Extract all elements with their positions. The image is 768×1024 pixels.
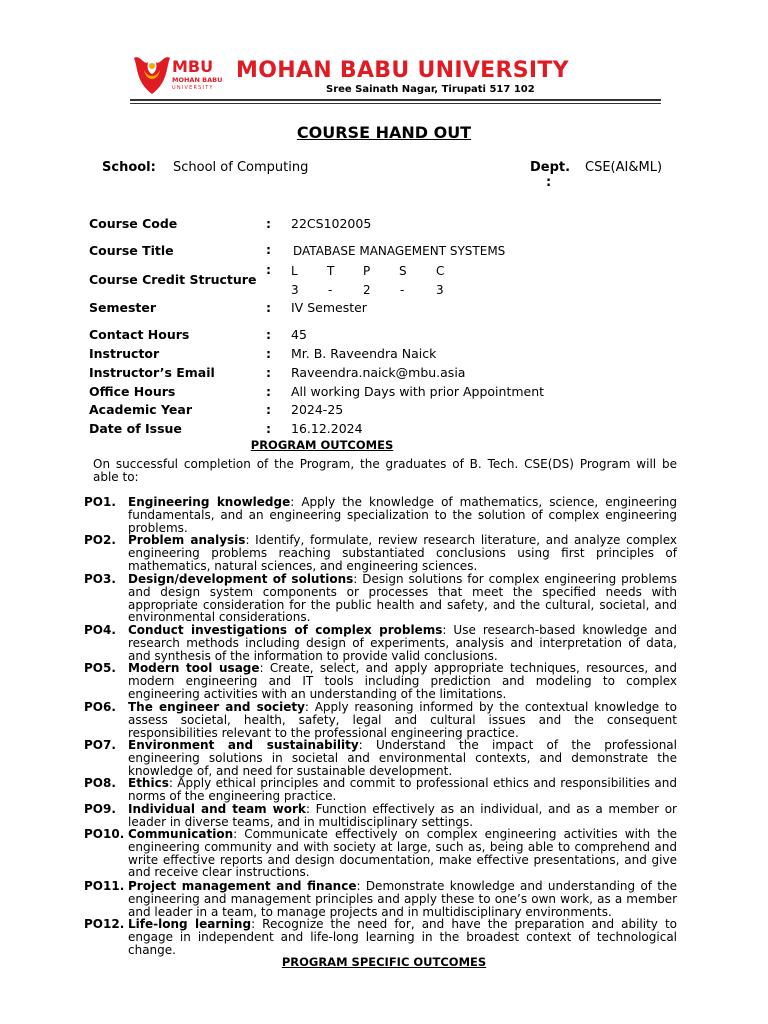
po-number: PO10.	[84, 827, 125, 841]
info-colon: :	[266, 242, 271, 257]
dept-label: Dept.	[530, 160, 571, 175]
header-rule-thin	[130, 103, 661, 104]
credit-header-s: S	[399, 264, 407, 278]
po-title: Design/development of solutions	[128, 572, 354, 586]
document-title: COURSE HAND OUT	[296, 123, 472, 142]
po-number: PO6.	[84, 700, 116, 714]
po-description: : Design solutions for complex engineering problems and design system components or processes that meet the specified needs with appropriate consideration for the public health and safety, and the cultural, societal, and environmental considerations.	[128, 572, 677, 625]
po-title: Engineering knowledge	[128, 495, 291, 509]
logo-subtext: MOHAN BABU	[172, 76, 223, 84]
semester-value: IV Semester	[291, 300, 367, 315]
po-number: PO11.	[84, 879, 125, 893]
logo-subtext-2: UNIVERSITY	[172, 85, 214, 91]
po-title: Modern tool usage	[128, 661, 260, 675]
po-title: Ethics	[128, 776, 169, 790]
po-number: PO7.	[84, 738, 116, 752]
po-description: : Create, select, and apply appropriate techniques, resources, and modern engineering and IT tools including prediction and modeling to complex engineering activities with an understanding of the limitations.	[128, 661, 677, 701]
program-specific-outcomes-heading: PROGRAM SPECIFIC OUTCOMES	[281, 955, 487, 969]
po-description: : Identify, formulate, review research literature, and analyze complex engineering problems reaching substantiated conclusions using first principles of mathematics, natural sciences, and engineering sciences.	[128, 533, 677, 573]
po-number: PO9.	[84, 802, 116, 816]
credit-header-t: T	[327, 264, 335, 278]
credit-value-t: -	[328, 283, 333, 297]
po-number: PO1.	[84, 495, 116, 509]
instructor-email-value: Raveendra.naick@mbu.asia	[291, 365, 466, 380]
po-description: : Function effectively as an individual, and as a member or leader in diverse teams, and in multidisciplinary settings.	[128, 802, 677, 829]
po-description: : Use research-based knowledge and research methods including design of experiments, analysis and interpretation of data, and synthesis of the information to provide valid conclusions.	[128, 623, 678, 663]
po-title: Project management and finance	[128, 879, 357, 893]
dept-value: CSE(AI&ML)	[585, 160, 663, 175]
info-colon: :	[266, 262, 271, 277]
course-title-label: Course Title	[89, 243, 174, 258]
po-title: Conduct investigations of complex problems	[128, 623, 443, 637]
info-colon: :	[266, 384, 271, 399]
instructor-value: Mr. B. Raveendra Naick	[291, 346, 437, 361]
credit-value-p: 2	[363, 283, 371, 297]
info-colon: :	[266, 346, 271, 361]
po-description: : Apply ethical principles and commit to professional ethics and responsibilities and norms of the engineering practice.	[128, 776, 677, 803]
academic-year-label: Academic Year	[89, 402, 192, 417]
semester-label: Semester	[89, 300, 157, 315]
credit-value-c: 3	[436, 283, 444, 297]
po-description: : Recognize the need for, and have the preparation and ability to engage in independent and life-long learning in the broadest context of technological change.	[128, 917, 677, 957]
credit-header-c: C	[436, 264, 445, 278]
po-number: PO4.	[84, 623, 116, 637]
po-number: PO8.	[84, 776, 116, 790]
po-description: : Apply reasoning informed by the contextual knowledge to assess societal, health, safety, legal and cultural issues and the consequent responsibilities relevant to the professional engineering practice.	[128, 700, 677, 740]
date-of-issue-label: Date of Issue	[89, 421, 182, 436]
office-hours-label: Office Hours	[89, 384, 176, 399]
date-of-issue-value: 16.12.2024	[291, 421, 363, 436]
header-rule	[130, 99, 661, 101]
po-title: Life-long learning	[128, 917, 252, 931]
po-number: PO2.	[84, 533, 116, 547]
info-colon: :	[266, 300, 271, 315]
course-code-value: 22CS102005	[291, 216, 372, 231]
dept-colon: :	[546, 175, 552, 190]
office-hours-value: All working Days with prior Appointment	[291, 384, 545, 399]
instructor-email-label: Instructor’s Email	[89, 365, 215, 380]
po-description: : Apply the knowledge of mathematics, science, engineering fundamentals, and an engineering specialization to the solution of complex engineering problems.	[128, 495, 678, 535]
po-title: The engineer and society	[128, 700, 305, 714]
po-description: : Communicate effectively on complex engineering activities with the engineering community and with society at large, such as, being able to comprehend and write effective reports and design documentation, make effective presentations, and give and receive clear instructions.	[128, 827, 677, 880]
po-title: Communication	[128, 827, 234, 841]
university-address: Sree Sainath Nagar, Tirupati 517 102	[326, 84, 535, 95]
info-colon: :	[266, 421, 271, 436]
instructor-label: Instructor	[89, 346, 160, 361]
po-title: Environment and sustainability	[128, 738, 359, 752]
info-colon: :	[266, 327, 271, 342]
course-title-value: DATABASE MANAGEMENT SYSTEMS	[293, 244, 506, 258]
po-number: PO5.	[84, 661, 116, 675]
school-value: School of Computing	[173, 160, 309, 175]
info-colon: :	[266, 402, 271, 417]
program-outcomes-intro: On successful completion of the Program, the graduates of B. Tech. CSE(DS) Program will be able to:	[93, 457, 677, 484]
school-label: School:	[102, 160, 156, 175]
credit-header-p: P	[363, 264, 371, 278]
po-description: : Demonstrate knowledge and understanding of the engineering and management principles and apply these to one’s own work, as a member and leader in a team, to manage projects and in multidisciplinary environments.	[128, 879, 677, 919]
po-description: : Understand the impact of the professional engineering solutions in societal and environmental contexts, and demonstrate the knowledge of, and need for sustainable development.	[128, 738, 677, 778]
contact-hours-label: Contact Hours	[89, 327, 190, 342]
course-code-label: Course Code	[89, 216, 178, 231]
po-title: Individual and team work	[128, 802, 306, 816]
credit-header-l: L	[291, 264, 298, 278]
po-title: Problem analysis	[128, 533, 246, 547]
contact-hours-value: 45	[291, 327, 307, 342]
po-number: PO12.	[84, 917, 125, 931]
credit-value-l: 3	[291, 283, 299, 297]
po-number: PO3.	[84, 572, 116, 586]
credit-value-s: -	[400, 283, 405, 297]
program-outcomes-heading: PROGRAM OUTCOMES	[250, 438, 394, 452]
university-name: MOHAN BABU UNIVERSITY	[236, 58, 569, 83]
academic-year-value: 2024-25	[291, 402, 344, 417]
logo-text: MBU	[172, 57, 214, 76]
credit-structure-label: Course Credit Structure	[89, 272, 257, 287]
university-logo	[130, 52, 230, 98]
info-colon: :	[266, 216, 271, 231]
info-colon: :	[266, 365, 271, 380]
